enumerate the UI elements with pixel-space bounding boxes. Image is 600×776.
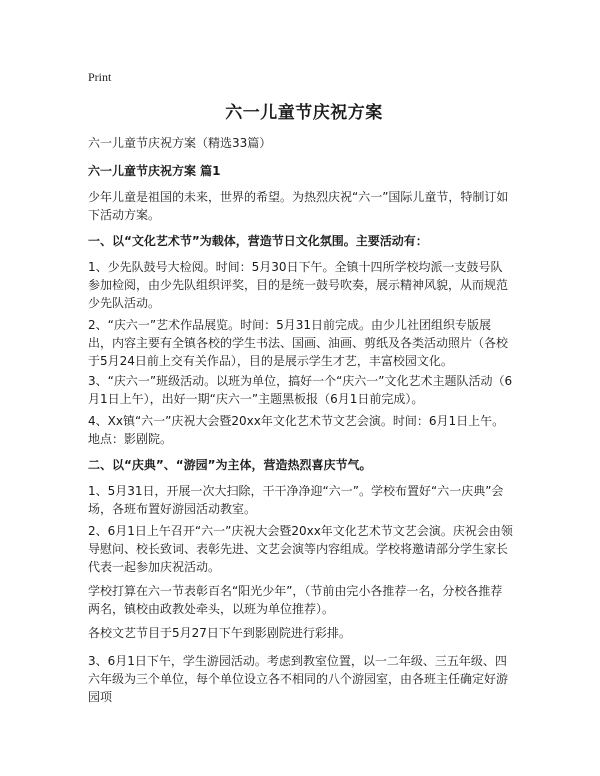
heading-two: 二、以“庆典”、“游园”为主体，营造热烈喜庆节气。 xyxy=(88,458,372,472)
section-title: 六一儿童节庆祝方案 篇1 xyxy=(88,164,221,178)
list-item: 3、6月1日下午，学生游园活动。考虑到教室位置，以一二年级、三五年级、四六年级为三个单位，每个单位设立各不相同的八个游园室，由各班主任确定好游园项 xyxy=(88,654,509,704)
paragraph: 各校文艺节目于5月27日下午到影剧院进行彩排。 xyxy=(88,626,351,640)
print-link[interactable]: Print xyxy=(88,70,112,84)
list-item: 4、Xx镇“六一”庆祝大会暨20xx年文化艺术节文艺会演。时间：6月1日上午。地点：影剧院。 xyxy=(88,414,505,446)
list-item: 1、5月31日，开展一次大扫除，干干净净迎“六一”。学校布置好“六一庆典”会场，各班布置好游园活动教室。 xyxy=(88,484,504,516)
document-subtitle: 六一儿童节庆祝方案（精选33篇） xyxy=(88,136,272,150)
paragraph: 学校打算在六一节表彰百名“阳光少年”，（节前由完小各推荐一名，分校各推荐两名，镇校由政教处牵头，以班为单位推荐）。 xyxy=(88,584,503,616)
list-item: 3、“庆六一”班级活动。以班为单位，搞好一个“庆六一”文化艺术主题队活动（6月1日上午），出好一期“庆六一”主题黑板报（6月1日前完成）。 xyxy=(88,374,513,406)
heading-one: 一、以“文化艺术节”为载体，营造节日文化氛围。主要活动有： xyxy=(88,234,428,248)
page-title: 六一儿童节庆祝方案 xyxy=(225,103,383,123)
list-item: 2、6月1日上午召开“六一”庆祝大会暨20xx年文化艺术节文艺会演。庆祝会由领导慰问、校长致词、表彰先进、文艺会演等内容组成。学校将邀请部分学生家长代表一起参加庆祝活动。 xyxy=(88,524,513,574)
list-item: 2、“庆六一”艺术作品展览。时间：5月31日前完成。由少儿社团组织专版展出，内容主要有全镇各校的学生书法、国画、油画、剪纸及各类活动照片（各校于5月24日前上交有关作品），目的是展示学生才艺，丰富校园文化。 xyxy=(88,318,509,368)
intro-paragraph: 少年儿童是祖国的未来，世界的希望。为热烈庆祝“六一”国际儿童节，特制订如下活动方案。 xyxy=(88,190,509,222)
list-item: 1、少先队鼓号大检阅。时间：5月30日下午。全镇十四所学校均派一支鼓号队参加检阅，由少先队组织评奖，目的是统一鼓号吹奏，展示精神风貌，从而规范少先队活动。 xyxy=(88,260,509,310)
